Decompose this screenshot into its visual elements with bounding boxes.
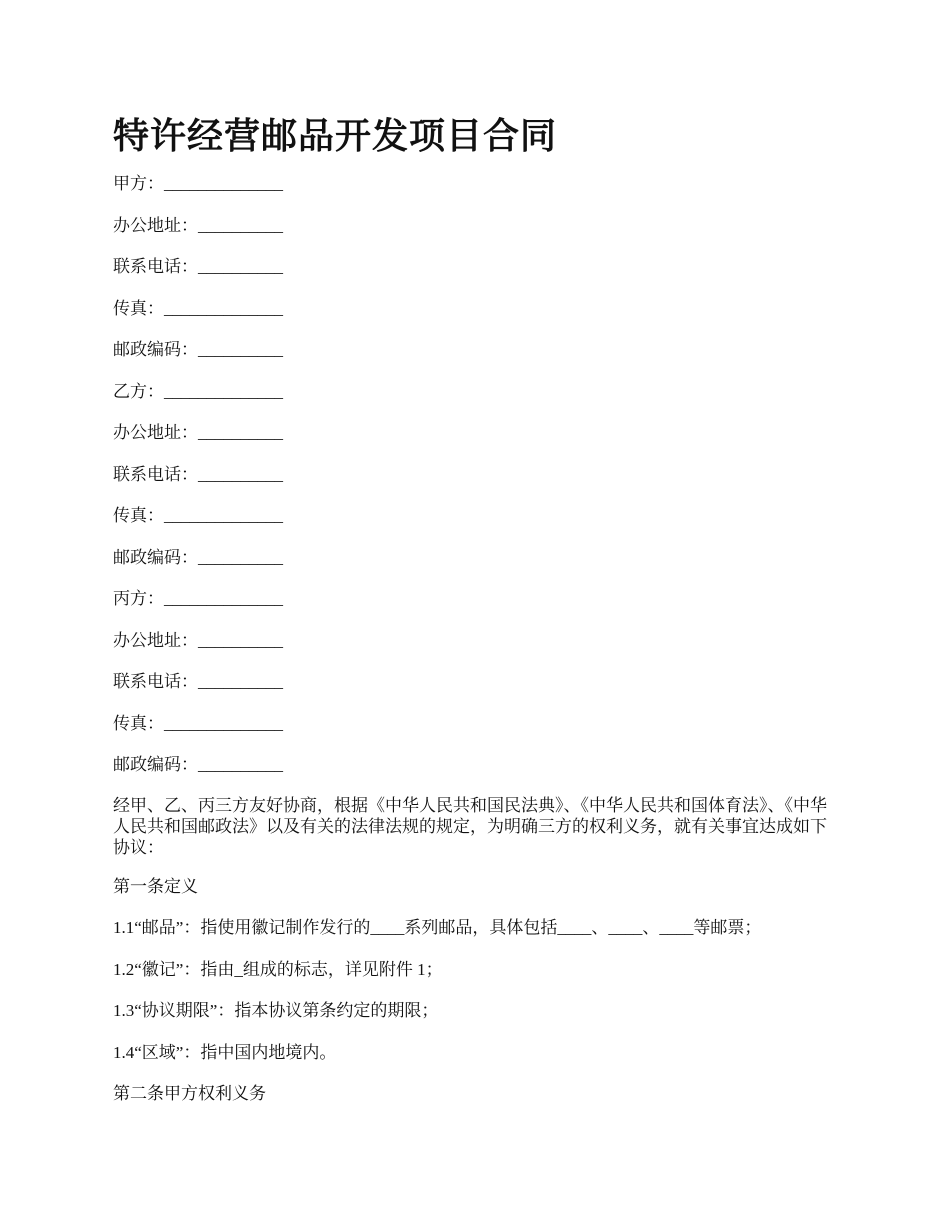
party-a-postcode-field: 邮政编码：__________ bbox=[113, 340, 283, 359]
party-a-address-field: 办公地址：__________ bbox=[113, 215, 283, 235]
intro-paragraph: 经甲、乙、丙三方友好协商，根据《中华人民共和国民法典》、《中华人民共和国体育法》、《中华人民共和国邮政法》以及有关的法律法规的规定，为明确三方的权利义务，就有关事宜达成如下协议： bbox=[113, 795, 827, 857]
section-2-heading: 第二条甲方权利义务 bbox=[113, 1084, 266, 1103]
party-b-fax-field: 传真：______________ bbox=[113, 506, 283, 525]
section-1-heading: 第一条定义 bbox=[113, 876, 198, 896]
definition-1-1: 1.1“邮品”：指使用徽记制作发行的____系列邮品，具体包括____、____、____等邮票； bbox=[113, 918, 762, 937]
party-b-postcode-field: 邮政编码：__________ bbox=[113, 547, 283, 567]
document-title: 特许经营邮品开发项目合同 bbox=[113, 116, 558, 156]
definition-1-3: 1.3“协议期限”：指本协议第条约定的期限； bbox=[113, 1001, 439, 1020]
party-c-fax-field: 传真：______________ bbox=[113, 713, 283, 733]
party-a-phone-field: 联系电话：__________ bbox=[113, 257, 283, 276]
document-page bbox=[113, 112, 833, 1124]
definition-1-4: 1.4“区域”：指中国内地境内。 bbox=[113, 1042, 337, 1062]
party-c-address-field: 办公地址：__________ bbox=[113, 630, 283, 650]
party-info-section bbox=[113, 172, 833, 777]
party-c-postcode-field: 邮政编码：__________ bbox=[113, 755, 283, 774]
party-c-field: 丙方：______________ bbox=[113, 589, 283, 608]
party-b-phone-field: 联系电话：__________ bbox=[113, 464, 283, 484]
party-c-phone-field: 联系电话：__________ bbox=[113, 672, 283, 691]
party-b-field: 乙方：______________ bbox=[113, 381, 283, 401]
party-b-address-field: 办公地址：__________ bbox=[113, 423, 283, 442]
definition-1-2: 1.2“徽记”：指由_组成的标志，详见附件 1； bbox=[113, 959, 443, 979]
party-a-field: 甲方：______________ bbox=[113, 174, 283, 193]
party-a-fax-field: 传真：______________ bbox=[113, 298, 283, 318]
